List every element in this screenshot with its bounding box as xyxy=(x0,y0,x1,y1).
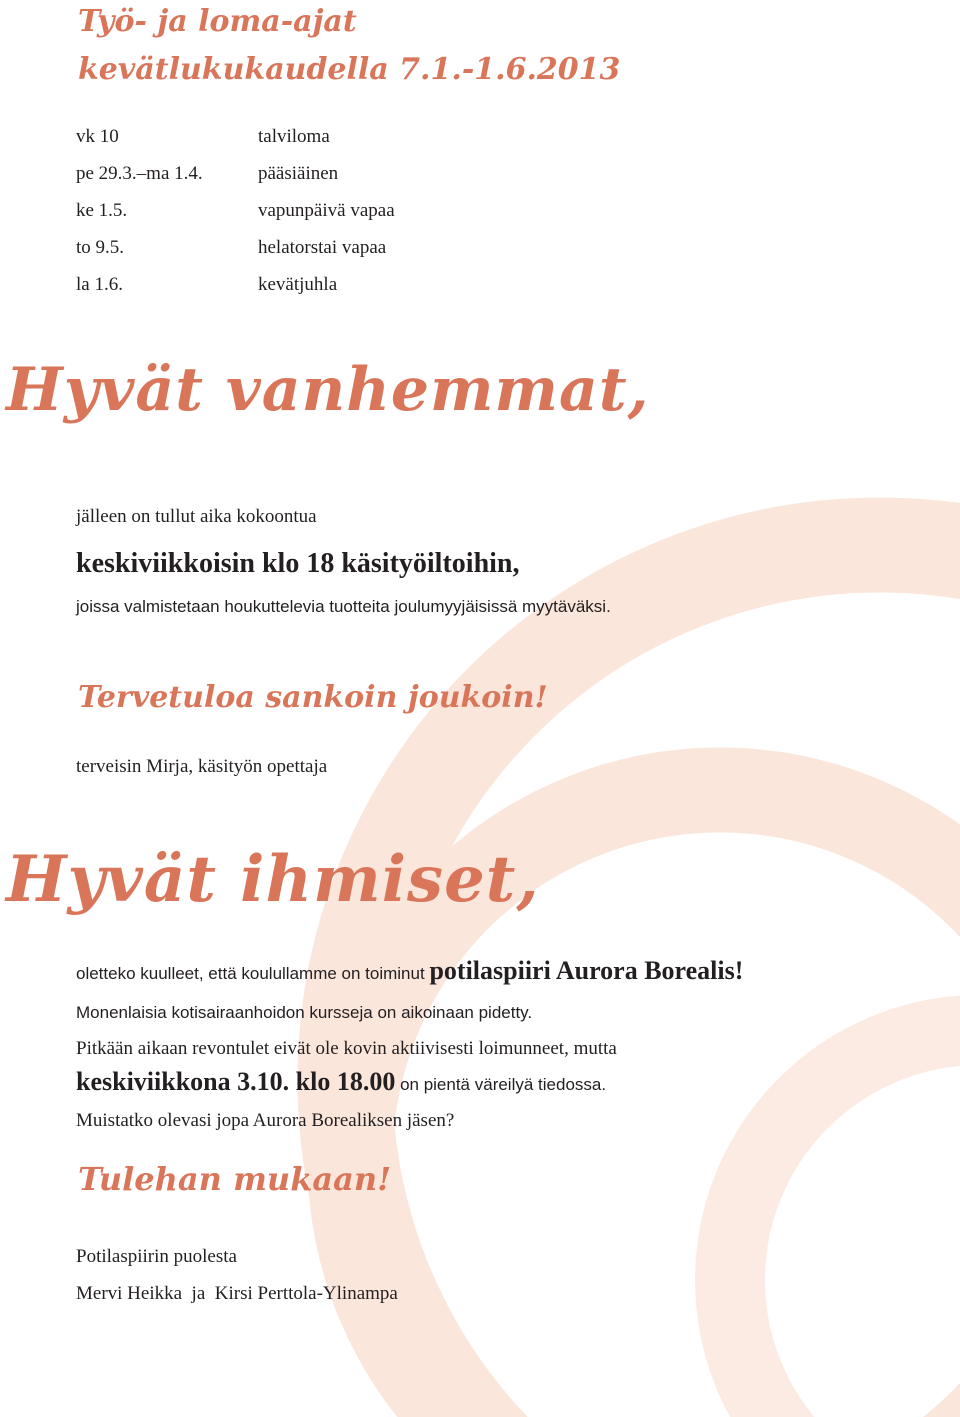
people-line1-prefix: oletteko kuulleet, että koulullamme on toiminut xyxy=(76,964,425,983)
parents-highlight: keskiviikkoisin klo 18 käsityöiltoihin, xyxy=(76,548,520,579)
schedule-title-line1: Työ- ja loma-ajat xyxy=(78,4,357,39)
schedule-date: pe 29.3.–ma 1.4. xyxy=(76,163,203,184)
people-line4-highlight: keskiviikkona 3.10. klo 18.00 xyxy=(76,1067,396,1096)
people-line5: Muistatko olevasi jopa Aurora Borealiksen jäsen? xyxy=(76,1110,455,1131)
schedule-event: helatorstai vapaa xyxy=(258,237,387,258)
people-line4-suffix: on pientä väreilyä tiedossa. xyxy=(400,1075,607,1094)
parents-heading: Hyvät vanhemmat, xyxy=(6,355,650,425)
join-heading: Tulehan mukaan! xyxy=(78,1160,392,1198)
schedule-event: pääsiäinen xyxy=(258,163,339,184)
schedule-title-line2: kevätlukukaudella 7.1.-1.6.2013 xyxy=(78,52,621,87)
people-line4 xyxy=(76,1066,606,1101)
people-line3: Pitkään aikaan revontulet eivät ole kovin aktiivisesti loimunneet, mutta xyxy=(76,1038,617,1059)
schedule-event: kevätjuhla xyxy=(258,274,338,295)
parents-detail: joissa valmistetaan houkuttelevia tuotteita joulumyyjäisissä myytäväksi. xyxy=(76,597,611,616)
people-heading: Hyvät ihmiset, xyxy=(6,842,540,917)
people-line2: Monenlaisia kotisairaanhoidon kursseja on aikoinaan pidetty. xyxy=(76,1003,533,1022)
teacher-signature: terveisin Mirja, käsityön opettaja xyxy=(76,756,328,777)
schedule-date: vk 10 xyxy=(76,126,119,147)
schedule-date: la 1.6. xyxy=(76,274,123,295)
schedule-event: talviloma xyxy=(258,126,330,147)
schedule-date: ke 1.5. xyxy=(76,200,128,221)
schedule-event: vapunpäivä vapaa xyxy=(258,200,395,221)
people-line1-highlight: potilaspiiri Aurora Borealis! xyxy=(429,956,744,985)
schedule-date: to 9.5. xyxy=(76,237,125,258)
circle-signature-line1: Potilaspiirin puolesta xyxy=(76,1246,237,1267)
people-line1 xyxy=(76,956,743,989)
welcome-heading: Tervetuloa sankoin joukoin! xyxy=(78,680,548,715)
parents-intro: jälleen on tullut aika kokoontua xyxy=(76,506,317,527)
circle-signature-line2: Mervi Heikka ja Kirsi Perttola-Ylinampa xyxy=(76,1283,398,1304)
